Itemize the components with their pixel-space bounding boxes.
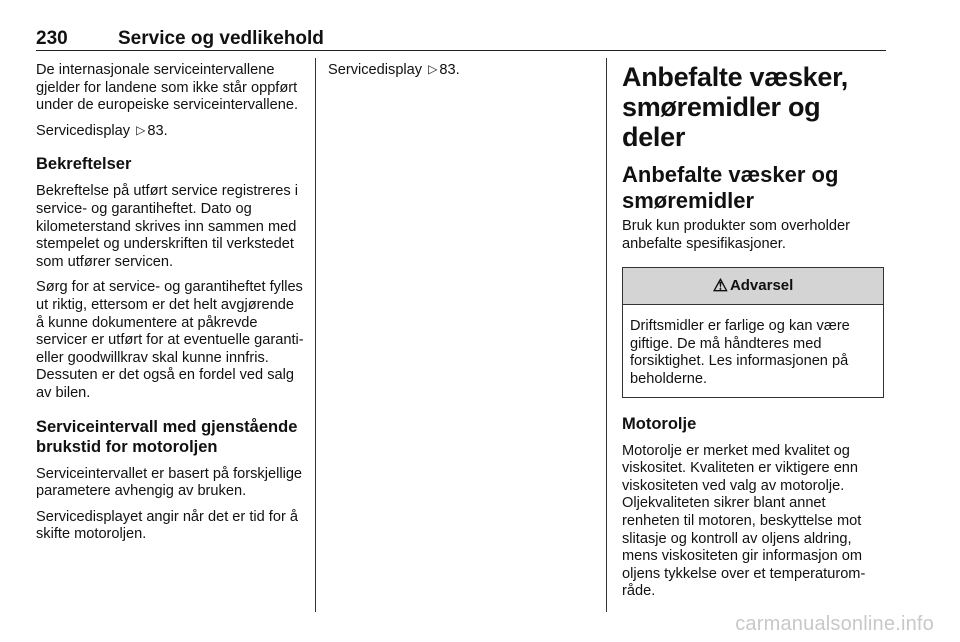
warning-text: Driftsmidler er farlige og kan være giftige. De må håndteres med forsiktighet. Les informasjonen på beholderne. (630, 318, 850, 387)
watermark: carmanualsonline.info (735, 613, 934, 635)
warning-title: Advarsel (729, 277, 794, 295)
paragraph: Motorolje er merket med kvalitet og viskositet. Kvaliteten er viktigere enn viskositeten ved valg av motorolje. Oljekvaliteten sikrer blant annet renheten til motoren, beskyttelse mot slitasje og kontroll av oljens aldring, mens viskositeten gir informasjon om oljens tykkelse over et temperaturområde. (622, 442, 866, 600)
xref-label: Servicedisplay (328, 62, 423, 78)
column-2 (328, 62, 592, 88)
cross-reference[interactable] (36, 123, 304, 141)
heading-bekreftelser: Bekreftelser (36, 155, 132, 174)
paragraph: Sørg for at service- og garantiheftet fylles ut riktig, ettersom er det helt avgjørende å kunne dokumentere at påkrevde servicer er utført for at eventuelle garanti- eller goodwillkrav skal kunne innfris. Dessuten er det også en fordel ved salg av bilen. (36, 279, 304, 401)
paragraph: De internasjonale serviceintervallene gjelder for landene som ikke står oppført under de europeiske serviceintervallene. (36, 62, 299, 114)
warning-triangle-icon: ⚠ (712, 276, 728, 296)
xref-page: 83. (147, 122, 168, 139)
paragraph: Servicedisplayet angir når det er tid for å skifte motoroljen. (36, 508, 299, 543)
cross-reference[interactable] (328, 62, 592, 80)
xref-label: Servicedisplay (36, 122, 131, 139)
xref-arrow-icon: ▷ (428, 62, 438, 76)
column-divider (606, 58, 607, 612)
section-title: Anbefalte væsker, smøremidler og deler (622, 62, 849, 152)
running-title: Service og vedlikehold (118, 28, 324, 49)
column-divider (315, 58, 316, 612)
column-3 (622, 62, 886, 609)
xref-arrow-icon: ▷ (136, 122, 146, 137)
header-rule (36, 50, 886, 51)
warning-box (622, 267, 884, 397)
paragraph: Serviceintervallet er basert på forskjellige parametere avhengig av bruken. (36, 465, 303, 500)
paragraph: Bekreftelse på utført service registreres i service- og garantiheftet. Dato og kilometerstand skrives inn sammen med stempelet og underskriften til verkstedet som utfører servicen. (36, 183, 298, 270)
heading-motorolje: Motorolje (622, 414, 697, 433)
warning-header (623, 268, 883, 305)
xref-page: 83. (439, 62, 460, 78)
page-header (36, 20, 886, 52)
heading-serviceintervall: Serviceintervall med gjenstående brukstid for motoroljen (36, 417, 298, 456)
page-number: 230 (36, 28, 68, 49)
subsection-title: Anbefalte væsker og smøremidler (622, 162, 839, 213)
paragraph: Bruk kun produkter som overholder anbefalte spesifikasjoner. (622, 218, 850, 252)
column-1 (36, 62, 304, 552)
